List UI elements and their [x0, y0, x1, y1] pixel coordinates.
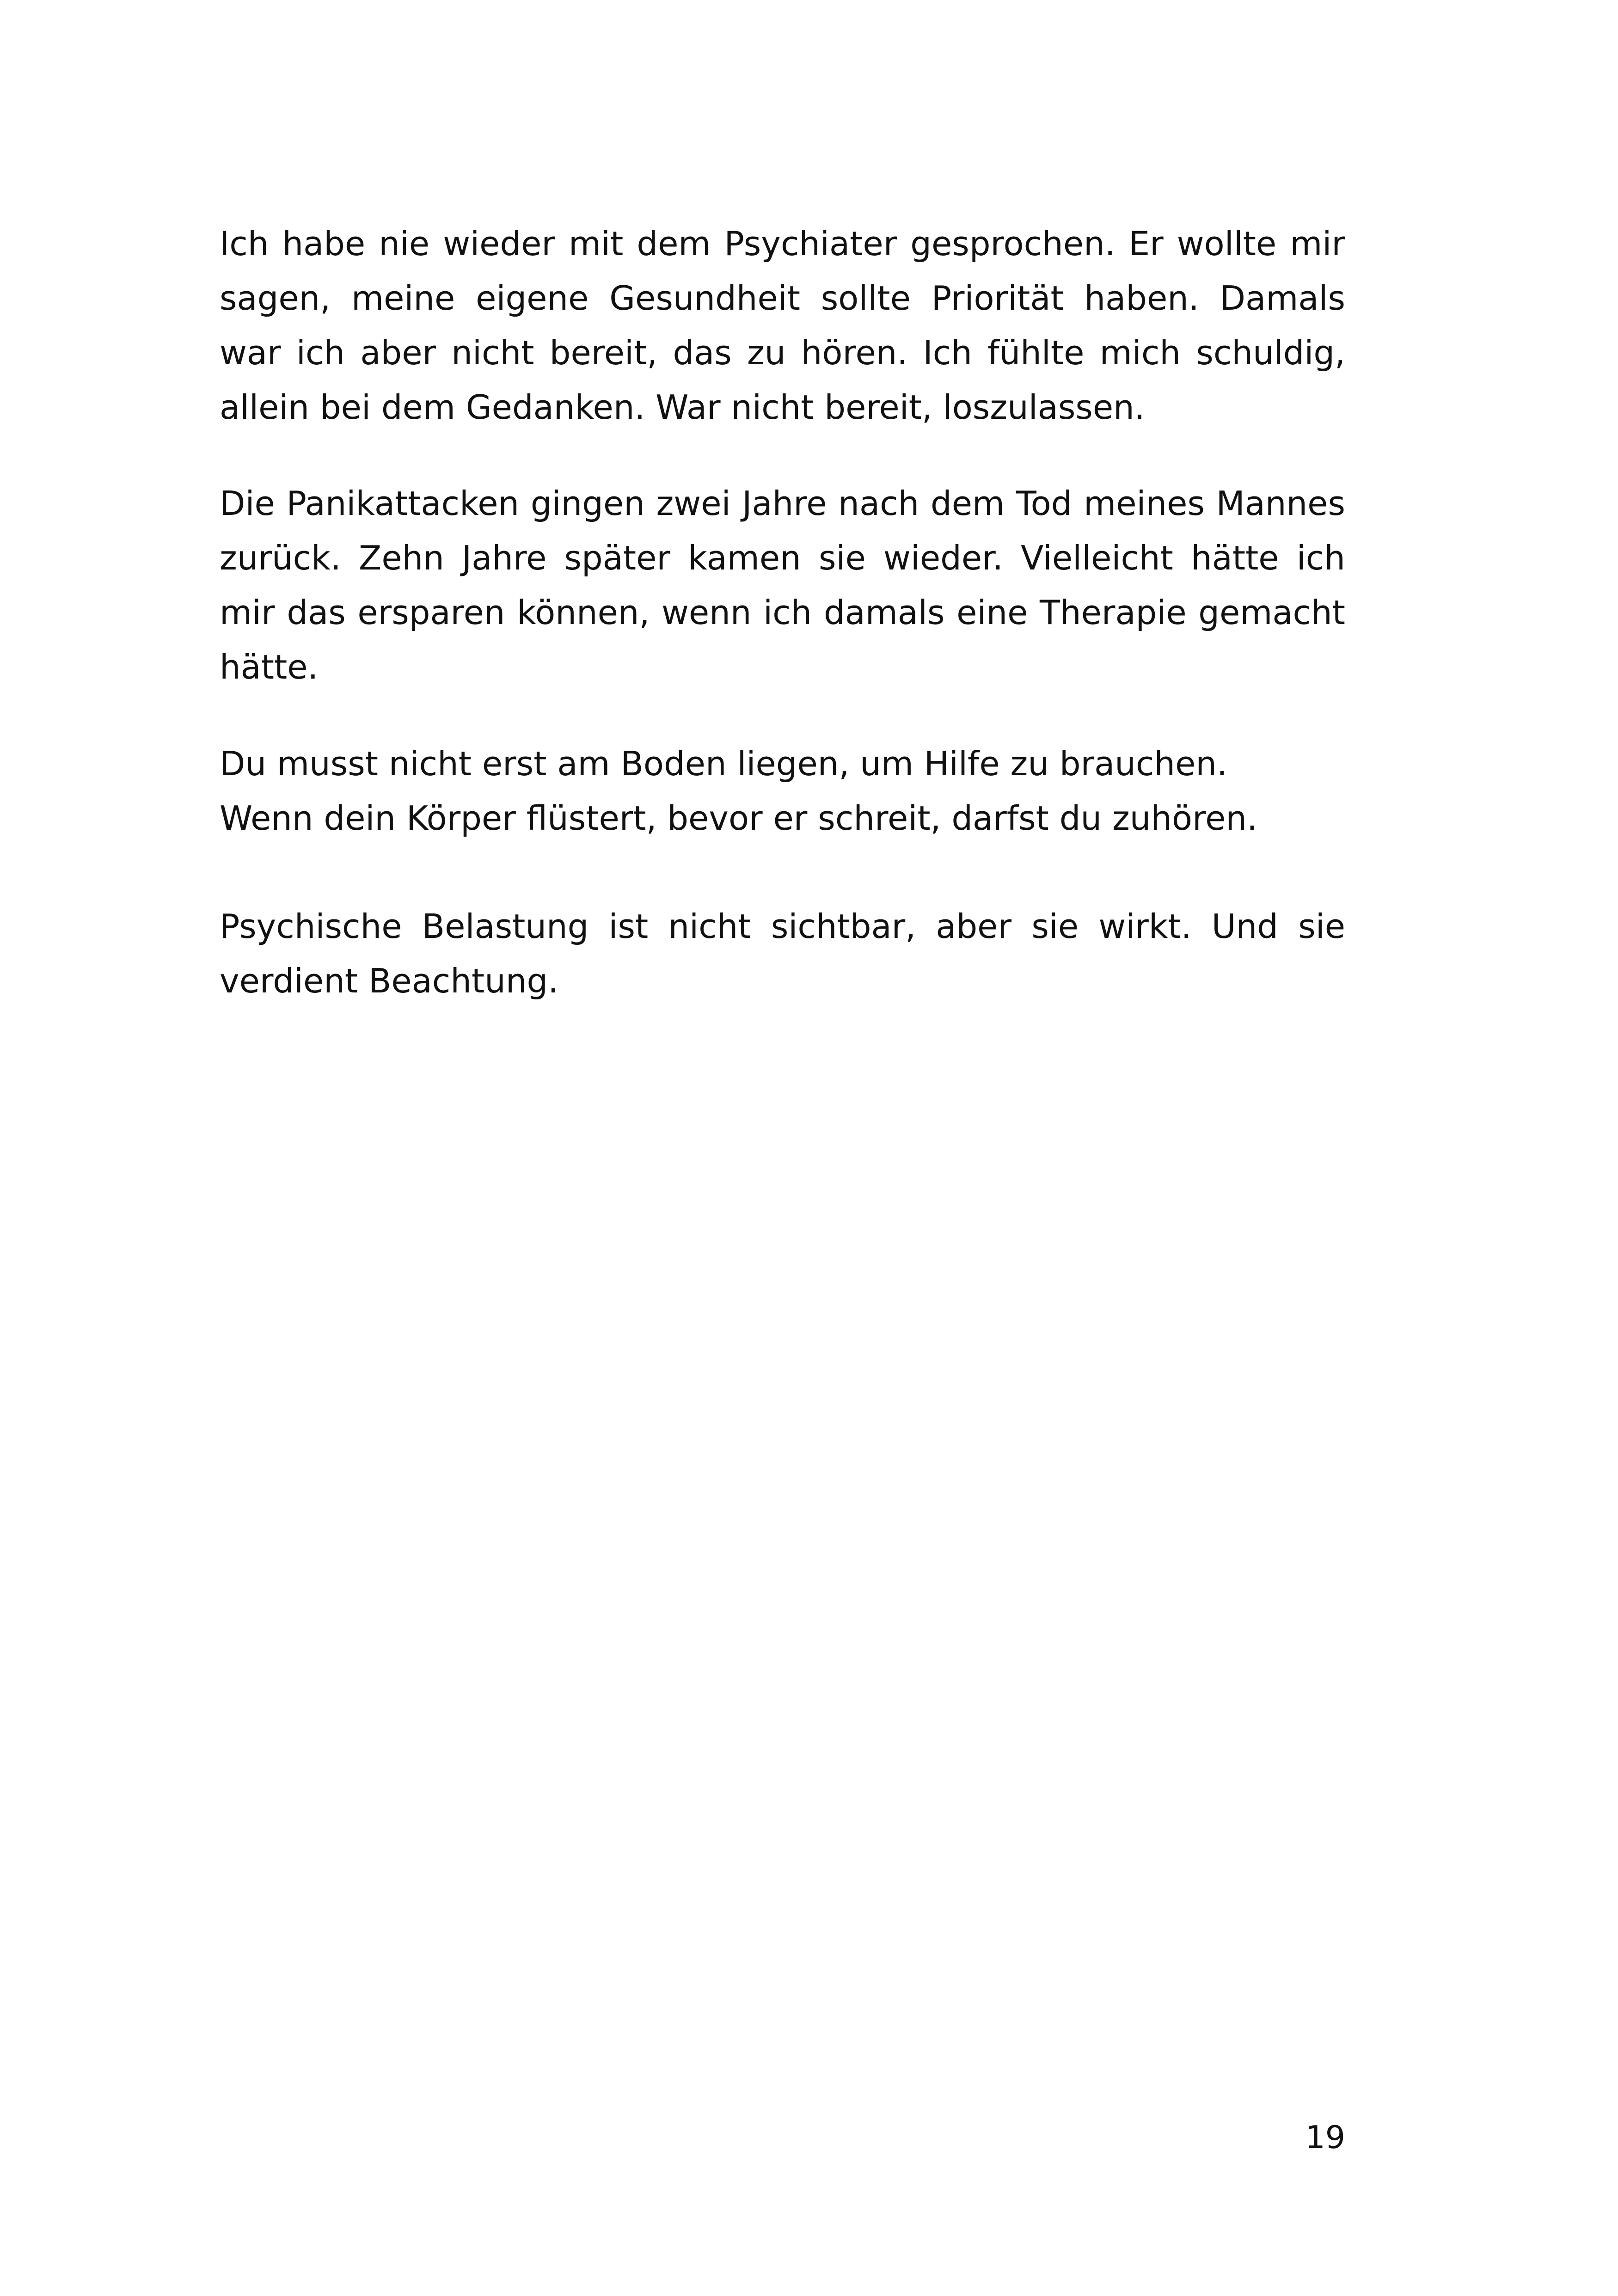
page-number: 19: [1305, 2119, 1345, 2156]
paragraph-hilfe-line-2: Wenn dein Körper flüstert, bevor er schreit, darfst du zuhören.: [220, 799, 1257, 838]
paragraph-belastung: Psychische Belastung ist nicht sichtbar, aber sie wirkt. Und sie verdient Beachtung.: [220, 907, 1345, 1000]
paragraph-hilfe: [220, 736, 1345, 845]
paragraph-hilfe-line-1: Du musst nicht erst am Boden liegen, um Hilfe zu brauchen.: [220, 744, 1227, 783]
paragraph-panikattacken: Die Panikattacken gingen zwei Jahre nach dem Tod meines Mannes zurück. Zehn Jahre später kamen sie wieder. Vielleicht hätte ich mir das ersparen können, wenn ich damals eine Therapie gemacht hätte.: [220, 484, 1345, 686]
paragraph-psychiater: Ich habe nie wieder mit dem Psychiater gesprochen. Er wollte mir sagen, meine eigene Gesundheit sollte Priorität haben. Damals war ich aber nicht bereit, das zu hören. Ich fühlte mich schuldig, allein bei dem Gedanken. War nicht bereit, loszulassen.: [220, 224, 1345, 427]
